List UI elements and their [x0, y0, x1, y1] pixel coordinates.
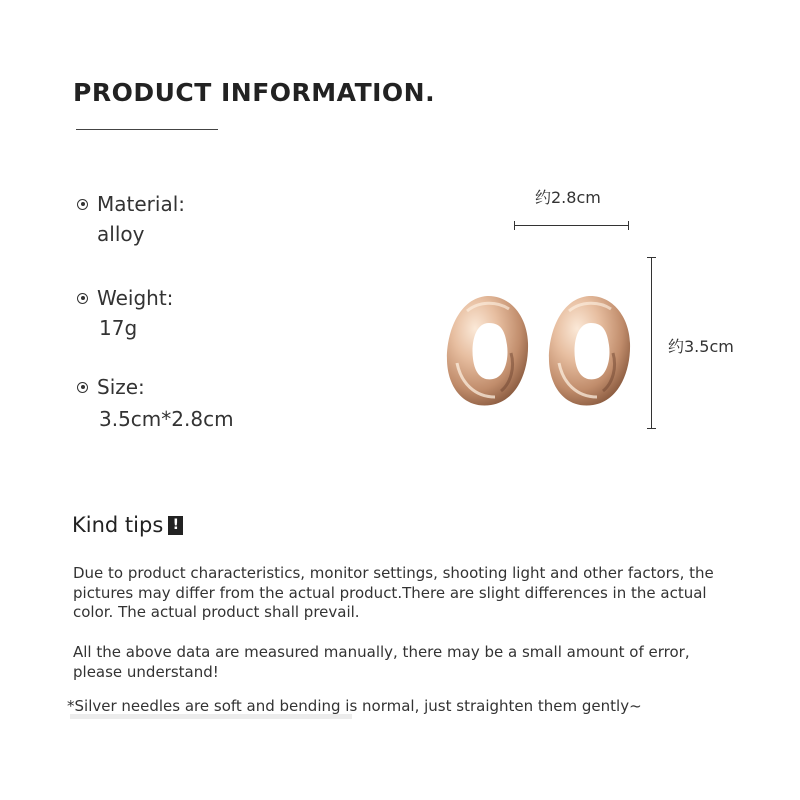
material-label: Material:	[97, 192, 185, 216]
size-value: 3.5cm*2.8cm	[99, 407, 234, 431]
gold-hoop-earring-icon	[445, 293, 530, 408]
gold-hoop-earring-icon	[547, 293, 632, 408]
spec-weight	[77, 283, 173, 343]
kind-tips-label: Kind tips	[72, 513, 164, 537]
spec-size	[77, 372, 234, 434]
weight-label: Weight:	[97, 286, 174, 310]
warning-icon: !	[168, 516, 183, 535]
disclaimer-paragraph: Due to product characteristics, monitor settings, shooting light and other factors, the pictures may differ from the actual product.There are slight differences in the actual color. The actual product shall prevail.	[73, 564, 714, 621]
width-dimension-line	[514, 225, 629, 226]
weight-value: 17g	[99, 316, 138, 340]
circle-dot-icon	[77, 293, 88, 304]
kind-tips-heading	[72, 513, 183, 537]
spec-material	[77, 189, 185, 249]
circle-dot-icon	[77, 199, 88, 210]
height-dimension-label: 约3.5cm	[668, 337, 734, 356]
size-label: Size:	[97, 375, 145, 399]
measurement-paragraph: All the above data are measured manually, there may be a small amount of error, please understand!	[73, 643, 690, 681]
circle-dot-icon	[77, 382, 88, 393]
silver-needle-note: *Silver needles are soft and bending is normal, just straighten them gently~	[67, 697, 642, 715]
material-value: alloy	[97, 222, 145, 246]
page-title: PRODUCT INFORMATION.	[73, 78, 436, 107]
width-dimension-label: 约2.8cm	[535, 188, 601, 207]
height-dimension-line	[651, 257, 652, 429]
title-underline	[76, 129, 218, 130]
